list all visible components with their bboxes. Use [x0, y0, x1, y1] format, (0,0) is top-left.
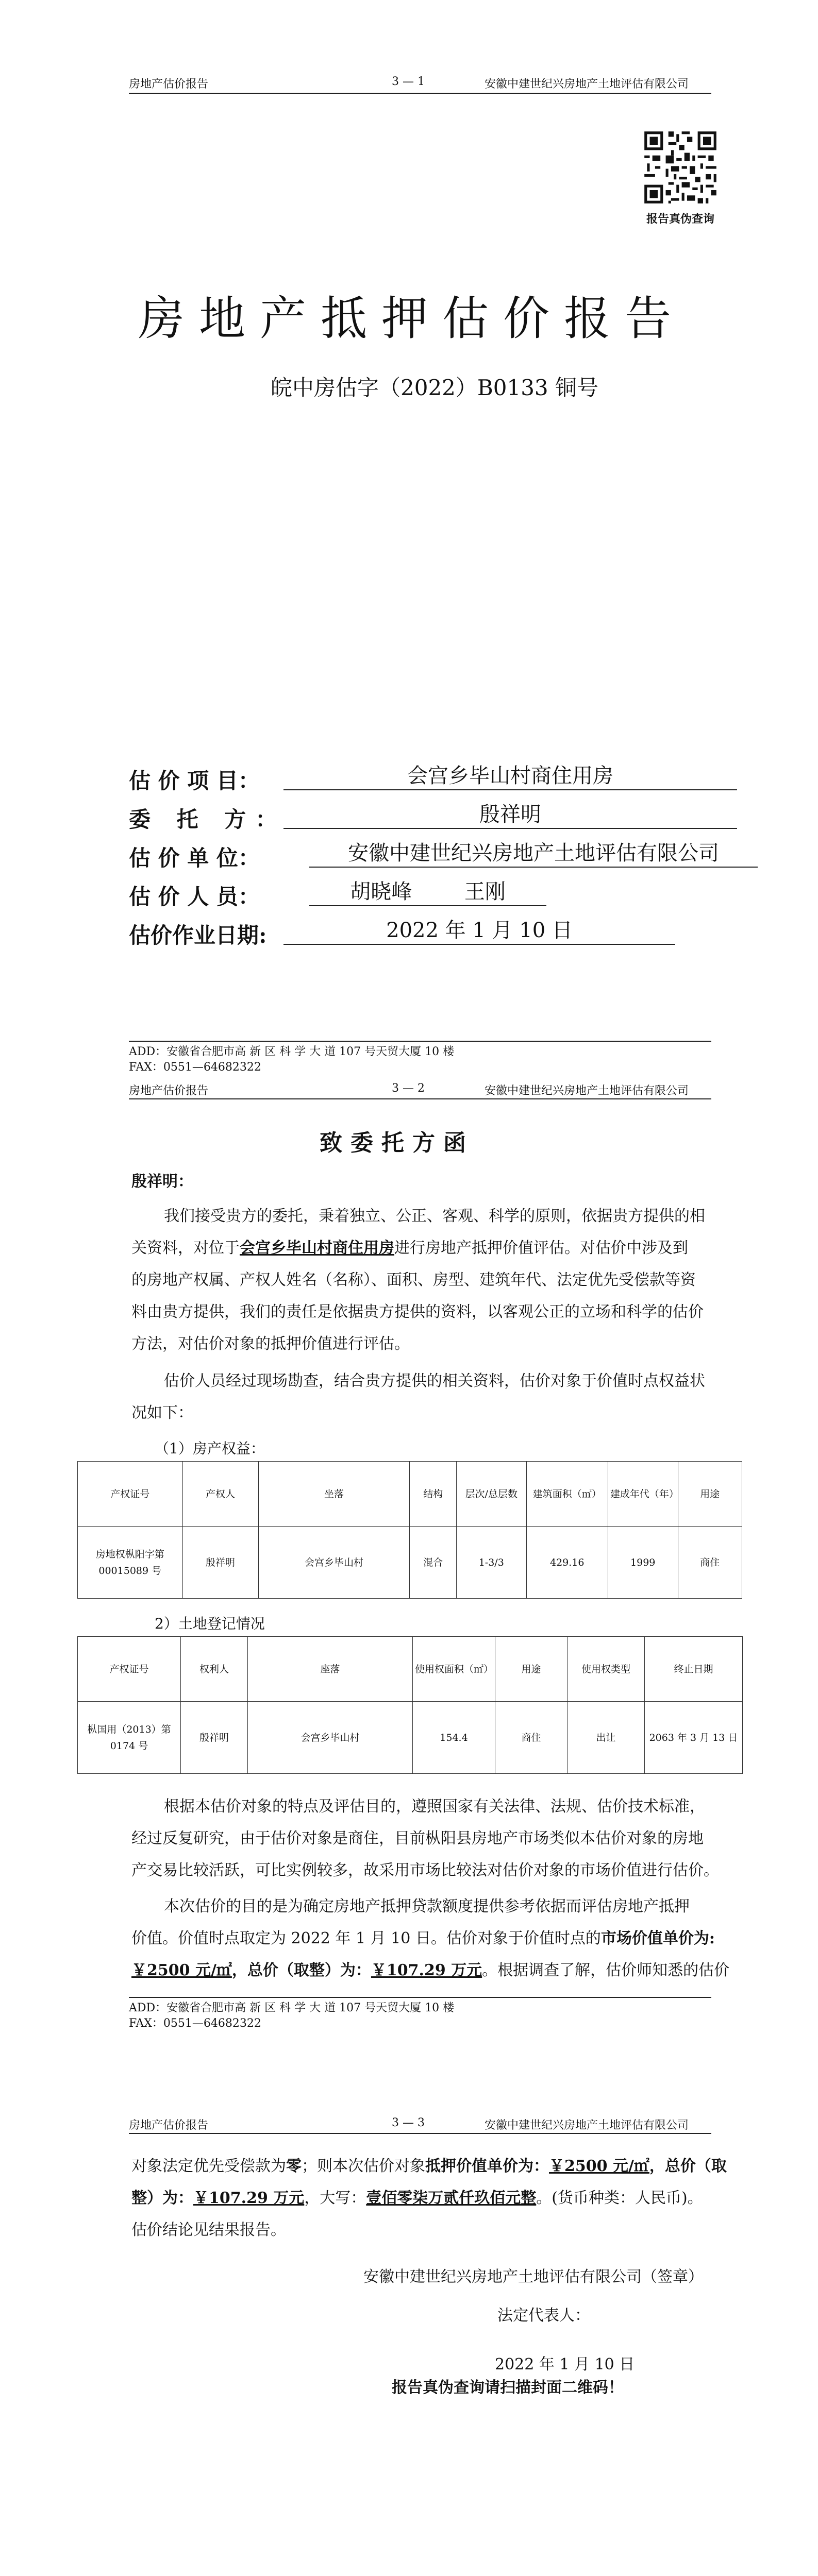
- report-title: 房地产抵押估价报告: [138, 292, 686, 346]
- table-header-cell: 使用权类型: [567, 1637, 645, 1702]
- info-label-appraiser-org: 估 价 单 位：: [129, 845, 260, 871]
- info-label-appraisers: 估 价 人 员：: [129, 884, 260, 909]
- table-cell: 商住: [495, 1702, 567, 1774]
- property-rights-table: [77, 1461, 742, 1599]
- info-value-appraiser-org: 安徽中建世纪兴房地产土地评估有限公司: [309, 840, 758, 868]
- table-cell: 房地权枞阳字第 00015089 号: [78, 1527, 183, 1599]
- signature-representative: 法定代表人：: [497, 2307, 590, 2325]
- table-cell: 2063 年 3 月 13 日: [645, 1702, 743, 1774]
- footer-address: ADD：安徽省合肥市高 新 区 科 学 大 道 107 号天贸大厦 10 楼: [129, 2002, 455, 2014]
- document-number: 皖中房估字（2022）B0133 铜号: [271, 375, 598, 400]
- page-number: 3 — 3: [392, 2116, 425, 2129]
- table-cell: 429.16: [526, 1527, 608, 1599]
- qr-caption: 报告真伪查询: [646, 212, 714, 226]
- table-header-cell: 座落: [248, 1637, 413, 1702]
- table-cell: 殷祥明: [181, 1702, 248, 1774]
- table-cell: 混合: [410, 1527, 456, 1599]
- table-header-cell: 权利人: [181, 1637, 248, 1702]
- table-header-cell: 层次/总层数: [456, 1462, 526, 1527]
- table-header-cell: 产权证号: [78, 1637, 181, 1702]
- table-cell: 出让: [567, 1702, 645, 1774]
- info-value-client: 殷祥明: [283, 801, 737, 829]
- page-header-right: 安徽中建世纪兴房地产土地评估有限公司: [485, 1084, 689, 1097]
- table1-caption: （1）房产权益：: [155, 1440, 265, 1457]
- table-header-row: [78, 1462, 742, 1527]
- table-header-cell: 结构: [410, 1462, 456, 1527]
- table-header-cell: 产权证号: [78, 1462, 183, 1527]
- letter-page-continued: [0, 2114, 818, 2576]
- header-rule: [129, 93, 711, 94]
- table-header-cell: 终止日期: [645, 1637, 743, 1702]
- page-header-left: 房地产估价报告: [129, 78, 209, 91]
- para-3-line-1: 根据本估价对象的特点及评估目的，遵照国家有关法律、法规、估价技术标准，: [164, 1798, 705, 1816]
- info-label-date: 估价作业日期:: [129, 923, 267, 948]
- table2-caption: 2）土地登记情况: [155, 1615, 265, 1632]
- market-total-price: ￥107.29 万元: [371, 1961, 482, 1979]
- info-label-project: 估 价 项 目：: [129, 768, 260, 793]
- footer-rule: [129, 1997, 711, 1998]
- page-number: 3 — 2: [392, 1082, 425, 1095]
- page-header-right: 安徽中建世纪兴房地产土地评估有限公司: [485, 2119, 689, 2132]
- para-1-line-4: 料由贵方提供，我们的责任是依据贵方提供的资料，以客观公正的立场和科学的估价: [131, 1303, 704, 1321]
- table-header-cell: 建筑面积（㎡）: [526, 1462, 608, 1527]
- header-rule: [129, 1098, 711, 1099]
- table-cell: 商住: [678, 1527, 742, 1599]
- signature-date: 2022 年 1 月 10 日: [495, 2355, 635, 2374]
- para-5-line-3: 估价结论见结果报告。: [131, 2221, 286, 2239]
- table-cell: 枞国用（2013）第 0174 号: [78, 1702, 181, 1774]
- table-cell: 殷祥明: [182, 1527, 258, 1599]
- footer-rule: [129, 1041, 711, 1042]
- footer-address: ADD：安徽省合肥市高 新 区 科 学 大 道 107 号天贸大厦 10 楼: [129, 1045, 455, 1058]
- table-cell: 会宫乡毕山村: [258, 1527, 410, 1599]
- table-header-cell: 建成年代（年）: [608, 1462, 678, 1527]
- info-label-client: 委 托 方：: [129, 807, 287, 832]
- footer-fax: FAX：0551—64682322: [129, 2017, 261, 2030]
- signature-company: 安徽中建世纪兴房地产土地评估有限公司（签章）: [363, 2268, 704, 2286]
- mortgage-unit-price: ￥2500 元/㎡: [549, 2157, 649, 2175]
- para-2-line-1: 估价人员经过现场勘查，结合贵方提供的相关资料，估价对象于价值时点权益状: [164, 1372, 705, 1390]
- qr-code-icon[interactable]: [642, 129, 719, 206]
- page-header-left: 房地产估价报告: [129, 1084, 209, 1097]
- letter-page: [0, 1077, 818, 2128]
- para-1-line-3: 的房地产权属、产权人姓名（名称）、面积、房型、建筑年代、法定优先受偿款等资: [131, 1271, 696, 1289]
- para-4-line-1: 本次估价的目的是为确定房地产抵押贷款额度提供参考依据而评估房地产抵押: [164, 1897, 690, 1916]
- table-header-cell: 产权人: [182, 1462, 258, 1527]
- para-5-line-1: 对象法定优先受偿款为零；则本次估价对象抵押价值单价为：￥2500 元/㎡，总价（取: [131, 2157, 727, 2175]
- info-value-appraisers: 胡晓峰 王刚: [309, 878, 546, 906]
- letter-title: 致委托方函: [320, 1130, 474, 1156]
- table-row: [78, 1702, 743, 1774]
- para-3-line-2: 经过反复研究，由于估价对象是商住，目前枞阳县房地产市场类似本估价对象的房地: [131, 1829, 704, 1848]
- para-4-line-2: 价值。价值时点取定为 2022 年 1 月 10 日。估价对象于价值时点的市场价值单价为:: [131, 1929, 715, 1947]
- para-1-line-2: 关资料，对位于会宫乡毕山村商住用房进行房地产抵押价值评估。对估价中涉及到: [131, 1239, 688, 1257]
- table-header-cell: 使用权面积（㎡）: [413, 1637, 495, 1702]
- para-5-line-2: 整）为：￥107.29 万元，大写：壹佰零柒万贰仟玖佰元整。(货币种类：人民币)。: [131, 2189, 703, 2207]
- para-1-line-1: 我们接受贵方的委托，秉着独立、公正、客观、科学的原则，依据贵方提供的相: [164, 1207, 705, 1225]
- table-cell: 1999: [608, 1527, 678, 1599]
- cover-page: [0, 0, 818, 1072]
- page-header-right: 安徽中建世纪兴房地产土地评估有限公司: [485, 78, 689, 91]
- table-header-row: [78, 1637, 743, 1702]
- para-2-line-2: 况如下：: [131, 1404, 193, 1422]
- verification-note: 报告真伪查询请扫描封面二维码！: [392, 2379, 624, 2397]
- table-header-cell: 坐落: [258, 1462, 410, 1527]
- table-cell: 会宫乡毕山村: [248, 1702, 413, 1774]
- info-value-date: 2022 年 1 月 10 日: [283, 917, 675, 945]
- property-name: 会宫乡毕山村商住用房: [240, 1239, 394, 1257]
- page-number: 3 — 1: [392, 75, 425, 88]
- para-1-line-5: 方法，对估价对象的抵押价值进行评估。: [131, 1335, 410, 1353]
- table-row: [78, 1527, 742, 1599]
- land-registration-table: [77, 1636, 743, 1774]
- table-header-cell: 用途: [495, 1637, 567, 1702]
- salutation: 殷祥明：: [131, 1173, 193, 1191]
- footer-fax: FAX：0551—64682322: [129, 1061, 261, 1072]
- info-value-project: 会宫乡毕山村商住用房: [283, 762, 737, 790]
- table-header-cell: 用途: [678, 1462, 742, 1527]
- para-3-line-3: 产交易比较活跃，可比实例较多，故采用市场比较法对估价对象的市场价值进行估价。: [131, 1861, 719, 1879]
- market-unit-price: ￥2500 元/㎡: [131, 1961, 232, 1979]
- para-4-line-3: ￥2500 元/㎡，总价（取整）为：￥107.29 万元。根据调查了解，估价师知悉的估价: [131, 1961, 730, 1979]
- table-cell: 1-3/3: [456, 1527, 526, 1599]
- table-cell: 154.4: [413, 1702, 495, 1774]
- amount-in-words: 壹佰零柒万贰仟玖佰元整: [366, 2189, 537, 2207]
- page-header-left: 房地产估价报告: [129, 2119, 209, 2132]
- mortgage-total-price: ￥107.29 万元: [193, 2189, 305, 2207]
- header-rule: [129, 2133, 711, 2134]
